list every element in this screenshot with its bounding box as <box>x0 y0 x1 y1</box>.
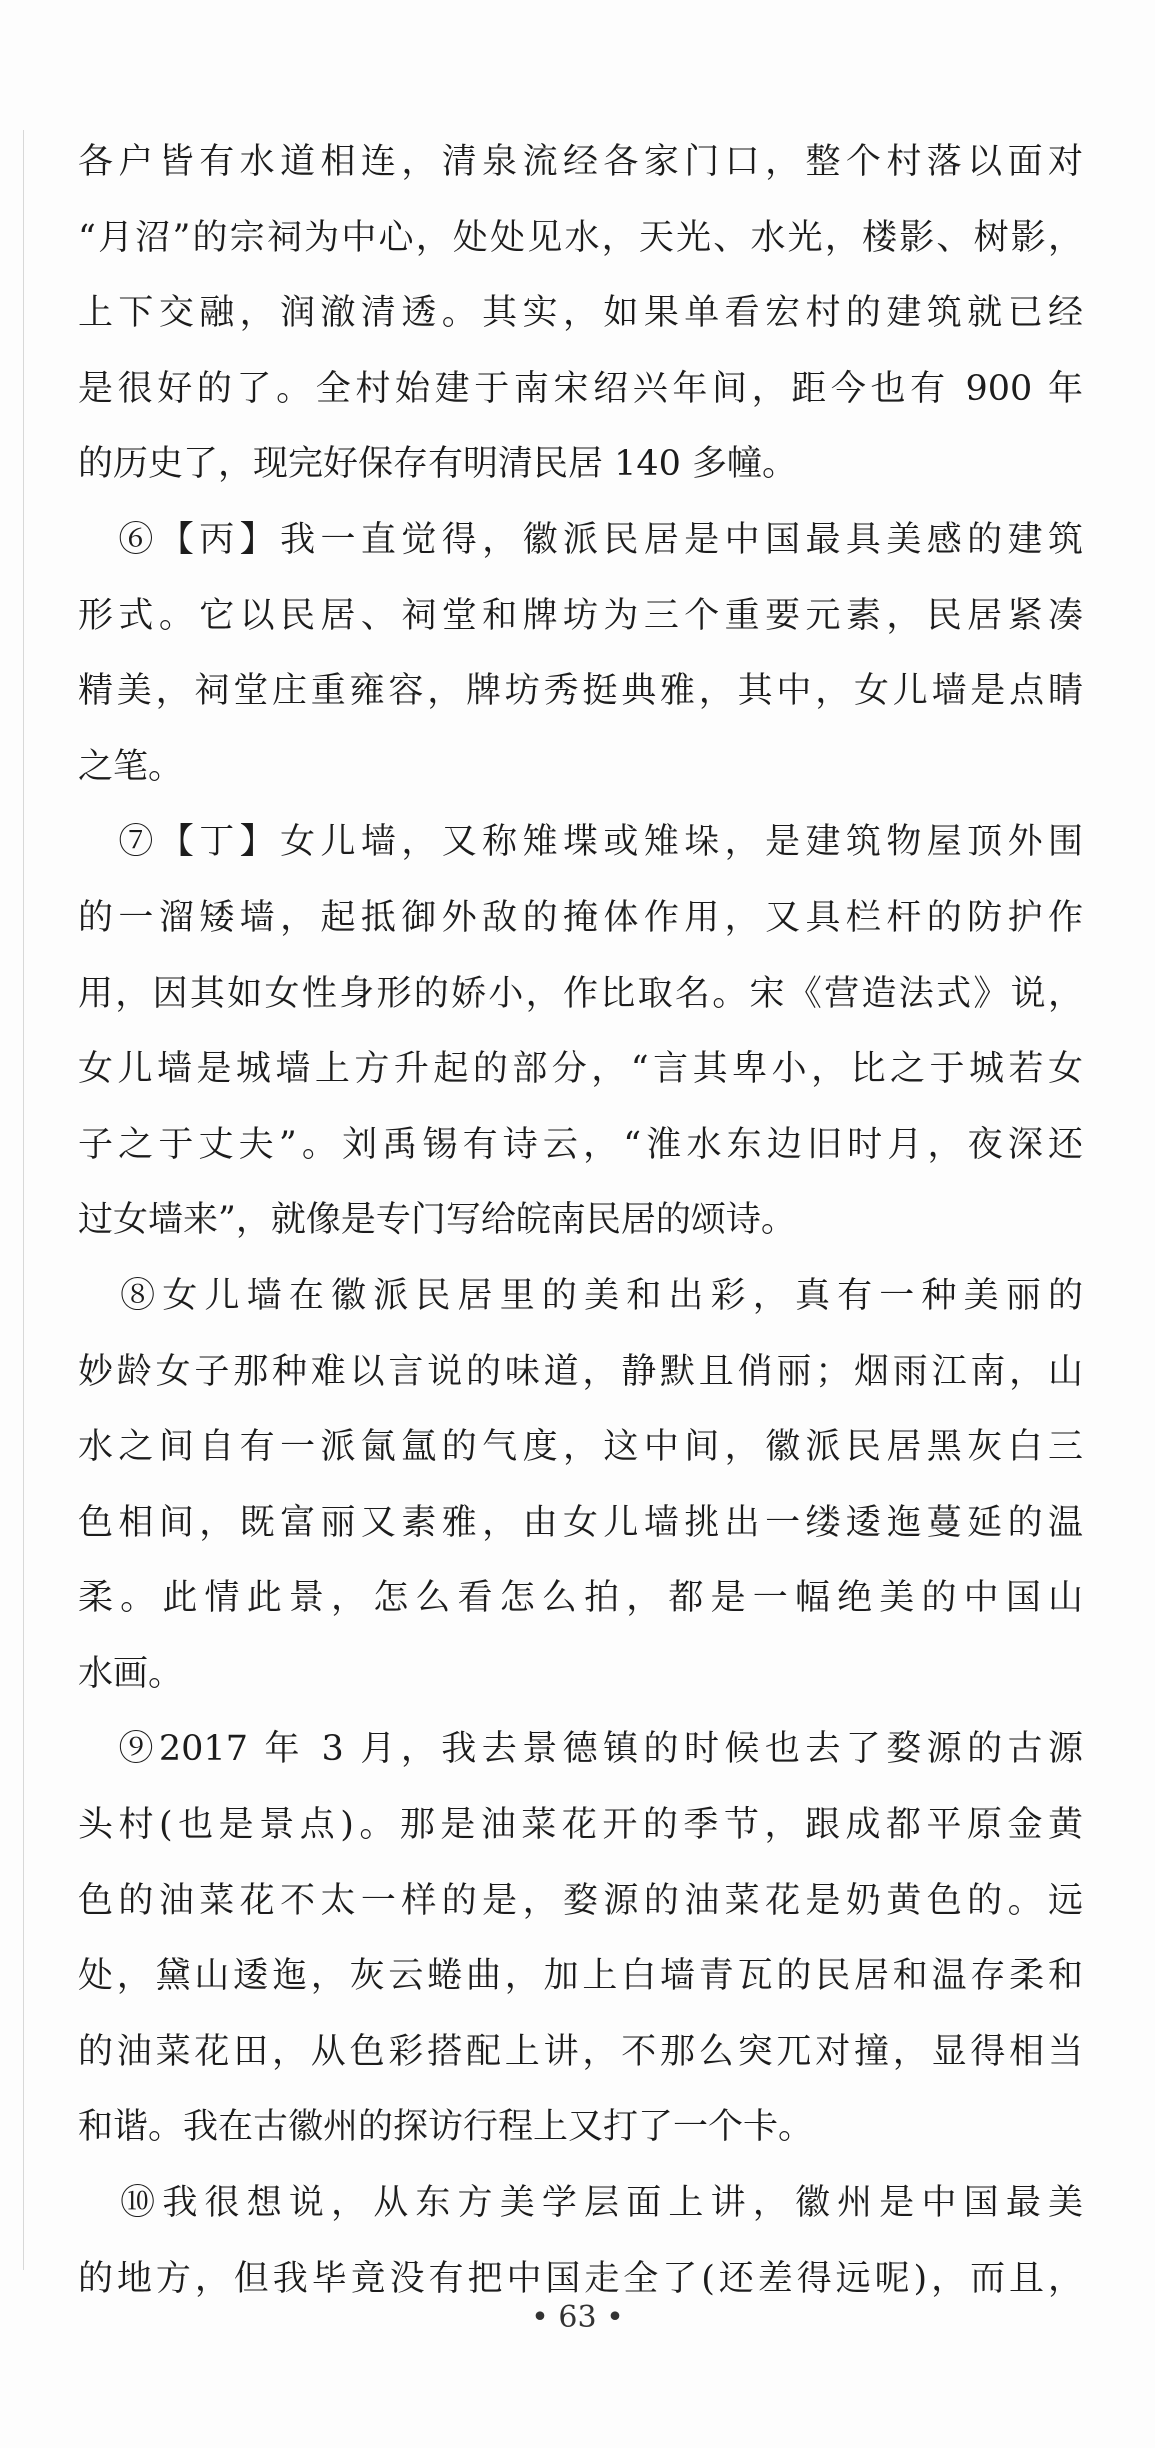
text-line: 水画。 <box>78 1653 184 1694</box>
text-line: 色相间，既富丽又素雅，由女儿墙挑出一缕逶迤蔓延的温 <box>78 1502 1083 1543</box>
text-line: 头村(也是景点)。那是油菜花开的季节，跟成都平原金黄 <box>78 1805 1083 1846</box>
text-line: 水之间自有一派氤氲的气度，这中间，徽派民居黑灰白三 <box>78 1427 1083 1468</box>
margin-rule <box>23 130 24 2270</box>
paragraph-7-line: ⑦【丁】女儿墙，又称雉堞或雉垛，是建筑物屋顶外围 <box>78 822 1083 863</box>
text-line: 处，黛山逶迤，灰云蜷曲，加上白墙青瓦的民居和温存柔和 <box>78 1956 1083 1997</box>
text-line: 妙龄女子那种难以言说的味道，静默且俏丽；烟雨江南，山 <box>78 1351 1083 1392</box>
text-line: 的油菜花田，从色彩搭配上讲，不那么突兀对撞，显得相当 <box>78 2031 1083 2072</box>
text-line: 之笔。 <box>78 746 184 787</box>
paragraph-6-line: ⑥【丙】我一直觉得，徽派民居是中国最具美感的建筑 <box>78 519 1083 560</box>
text-line: 形式。它以民居、祠堂和牌坊为三个重要元素，民居紧凑 <box>78 595 1083 636</box>
text-line: “月沼”的宗祠为中心，处处见水，天光、水光，楼影、树影， <box>78 217 1083 258</box>
text-line: 的历史了，现完好保存有明清民居 140 多幢。 <box>78 444 798 485</box>
text-line: 精美，祠堂庄重雍容，牌坊秀挺典雅，其中，女儿墙是点睛 <box>78 671 1083 712</box>
text-line: 过女墙来”，就像是专门写给皖南民居的颂诗。 <box>78 1200 796 1241</box>
paragraph-10-line: ⑩我很想说，从东方美学层面上讲，徽州是中国最美 <box>78 2183 1083 2224</box>
text-line: 用，因其如女性身形的娇小，作比取名。宋《营造法式》说， <box>78 973 1083 1014</box>
page-number: • 63 • <box>531 2300 624 2335</box>
text-line: 和谐。我在古徽州的探访行程上又打了一个卡。 <box>78 2107 814 2148</box>
text-line: 柔。此情此景，怎么看怎么拍，都是一幅绝美的中国山 <box>78 1578 1083 1619</box>
text-line: 子之于丈夫”。刘禹锡有诗云，“淮水东边旧时月，夜深还 <box>78 1124 1083 1165</box>
text-line: 的地方，但我毕竟没有把中国走全了(还差得远呢)，而且， <box>78 2258 1083 2299</box>
text-line: 色的油菜花不太一样的是，婺源的油菜花是奶黄色的。远 <box>78 1880 1083 1921</box>
text-line: 各户皆有水道相连，清泉流经各家门口，整个村落以面对 <box>78 142 1083 182</box>
text-line: 上下交融，润澈清透。其实，如果单看宏村的建筑就已经 <box>78 293 1083 334</box>
body-text <box>78 125 1083 2317</box>
paragraph-8-line: ⑧女儿墙在徽派民居里的美和出彩，真有一种美丽的 <box>78 1275 1083 1316</box>
text-line: 的一溜矮墙，起抵御外敌的掩体作用，又具栏杆的防护作 <box>78 897 1083 938</box>
text-line: 是很好的了。全村始建于南宋绍兴年间，距今也有 900 年 <box>78 368 1083 409</box>
paragraph-9-line: ⑨2017 年 3 月，我去景德镇的时候也去了婺源的古源 <box>78 1729 1083 1770</box>
text-line: 女儿墙是城墙上方升起的部分，“言其卑小，比之于城若女 <box>78 1049 1083 1090</box>
